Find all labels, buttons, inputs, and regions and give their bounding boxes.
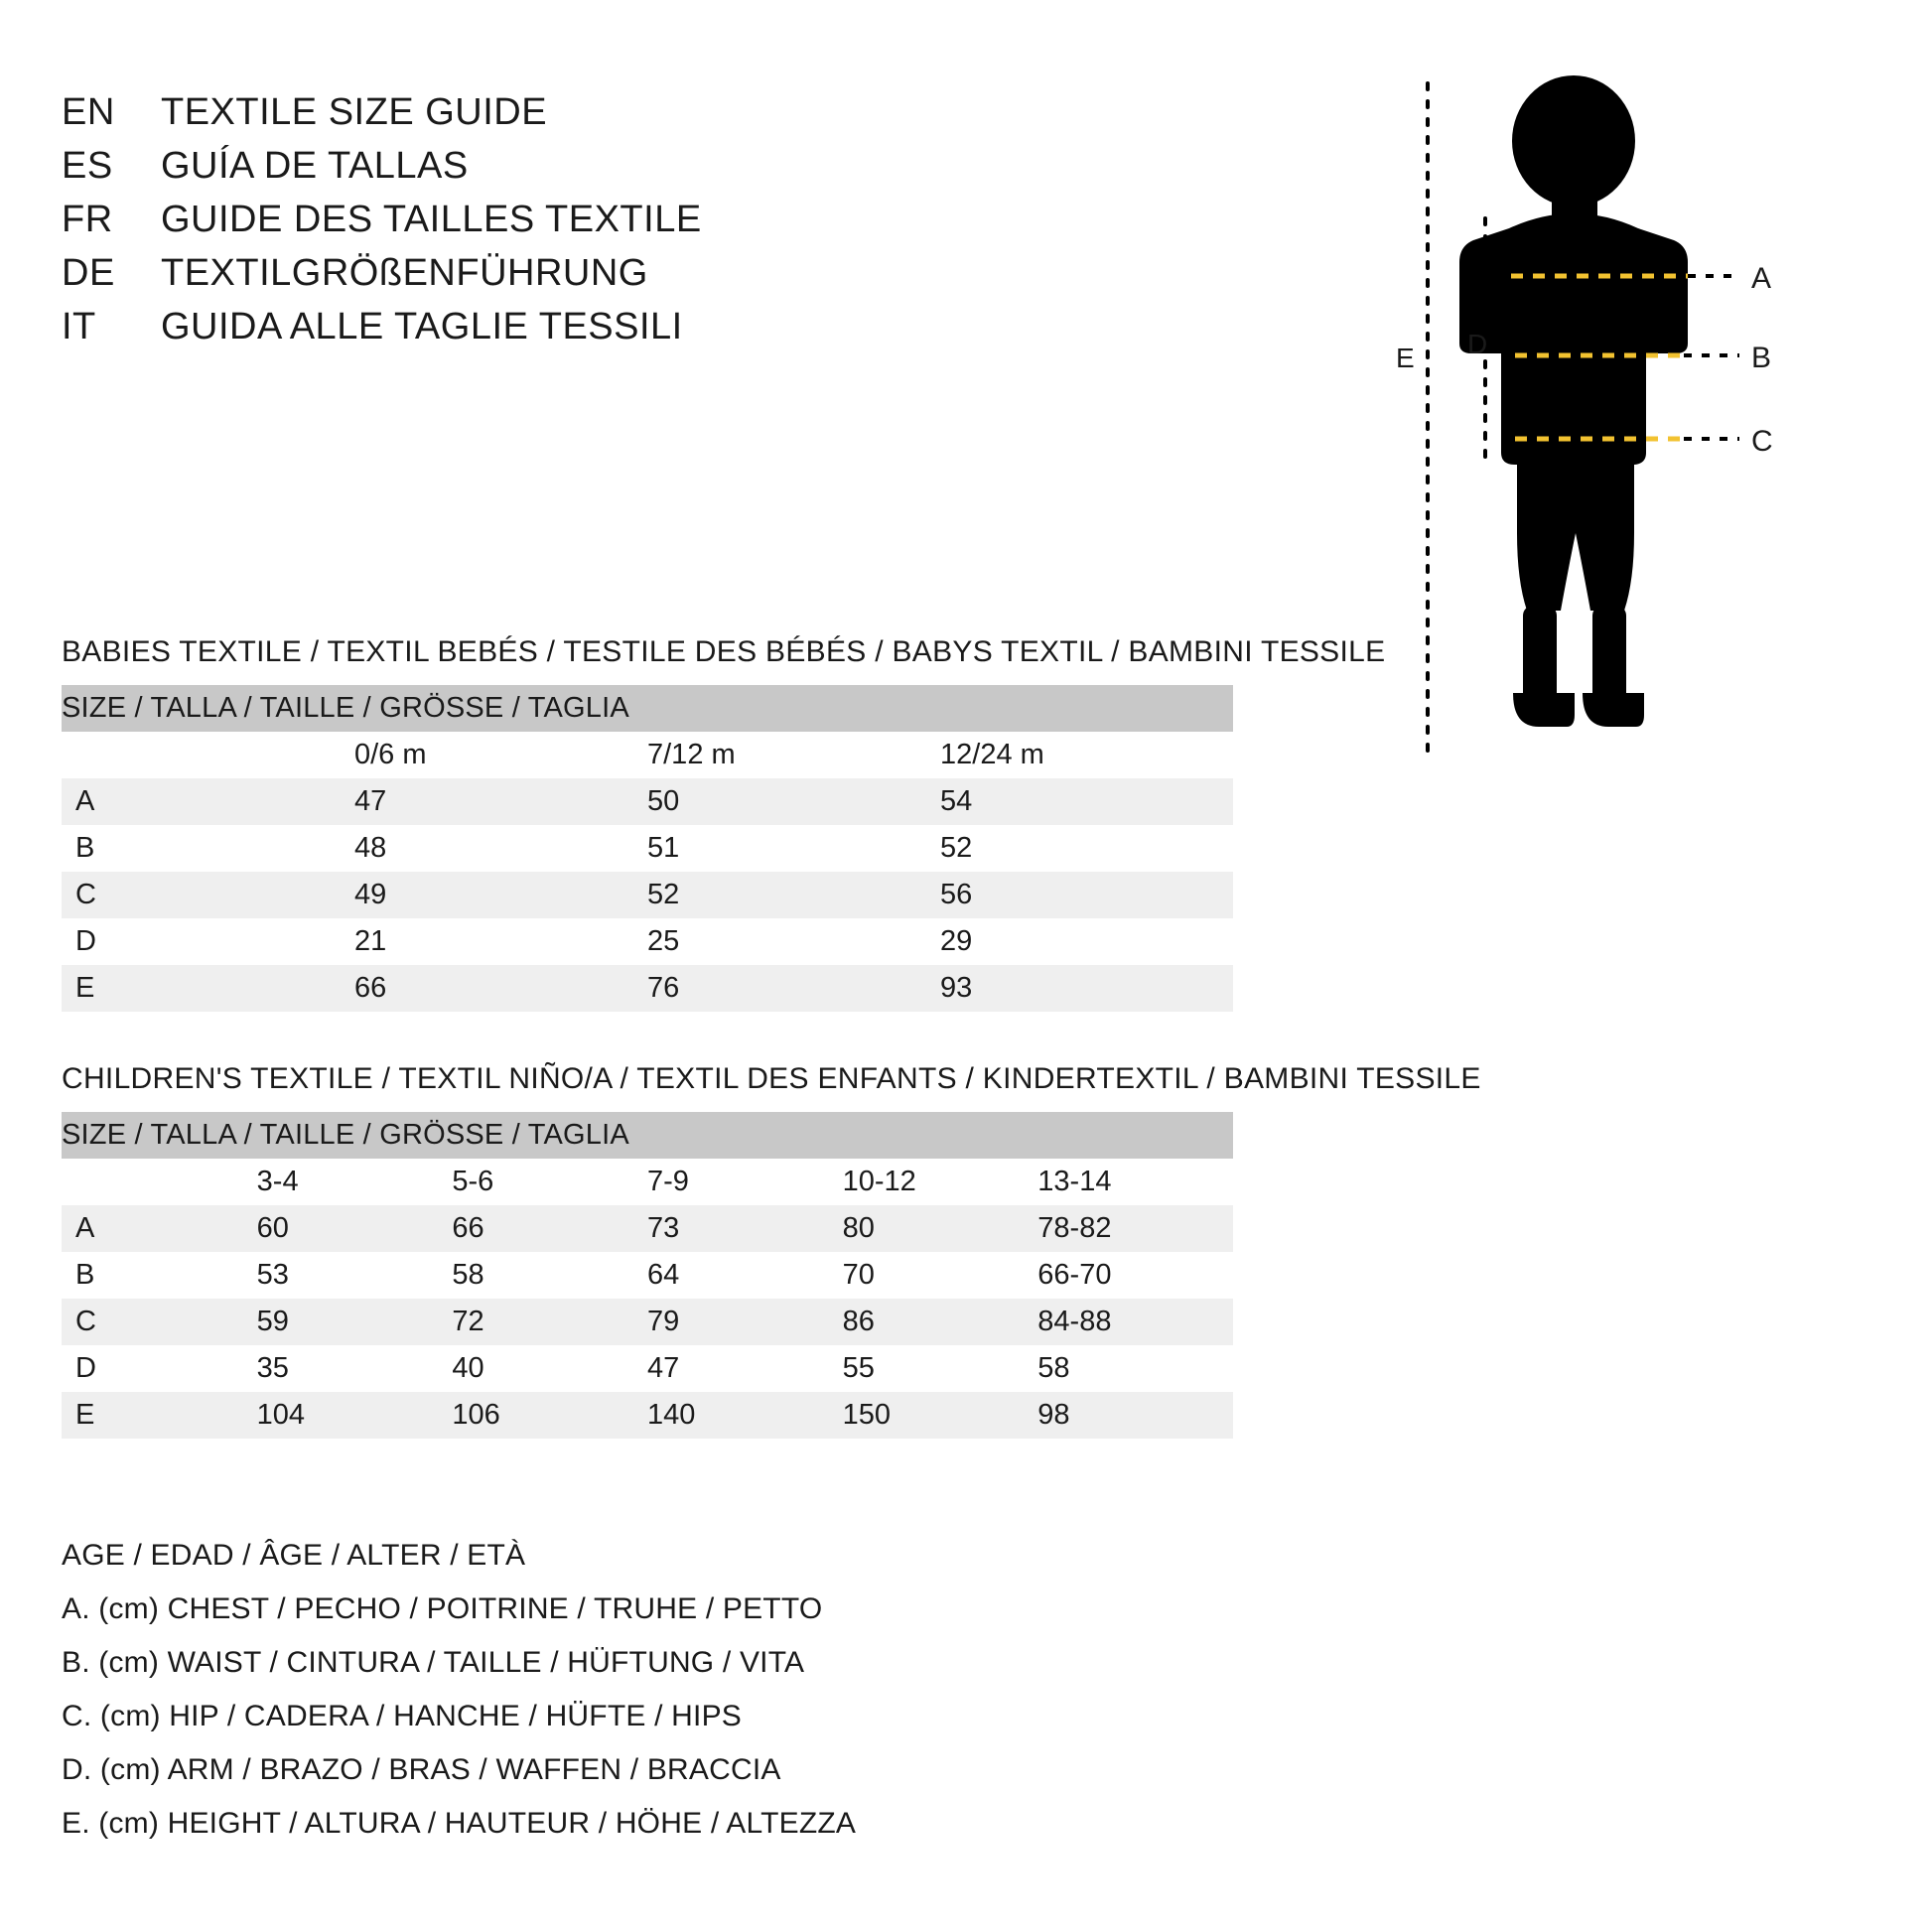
row-label: A [62,1205,257,1252]
babies-section-title: BABIES TEXTILE / TEXTIL BEBÉS / TESTILE DES BÉBÉS / BABYS TEXTIL / BAMBINI TESSILE [62,635,1386,668]
marker-label-e: E [1396,343,1415,373]
column-header: 5-6 [452,1159,647,1205]
cell-value: 48 [354,825,647,872]
language-row [62,199,1054,252]
language-code: IT [62,306,96,347]
cell-value: 49 [354,872,647,918]
table-header-band [62,685,1233,732]
table-row [62,872,1233,918]
table-row [62,778,1233,825]
cell-value: 52 [647,872,940,918]
measurement-legend [62,1529,1352,1851]
column-header: 7/12 m [647,732,940,778]
cell-value: 47 [647,1345,843,1392]
table-row [62,1299,1233,1345]
cell-value: 78-82 [1037,1205,1233,1252]
table-row [62,1205,1233,1252]
cell-value: 93 [940,965,1233,1012]
cell-value: 66 [452,1205,647,1252]
cell-value: 52 [940,825,1233,872]
cell-value: 58 [1037,1345,1233,1392]
cell-value: 66 [354,965,647,1012]
table-row [62,825,1233,872]
cell-value: 54 [940,778,1233,825]
row-label: C [62,872,354,918]
row-label: E [62,965,354,1012]
language-row [62,91,1054,145]
row-label: D [62,1345,257,1392]
marker-label-a: A [1751,262,1772,295]
row-label: B [62,825,354,872]
cell-value: 86 [843,1299,1038,1345]
children-band-label: SIZE / TALLA / TAILLE / GRÖSSE / TAGLIA [62,1112,1233,1159]
cell-value: 55 [843,1345,1038,1392]
cell-value: 70 [843,1252,1038,1299]
marker-label-d: D [1467,329,1488,359]
row-label: C [62,1299,257,1345]
corner-cell [62,732,354,778]
cell-value: 73 [647,1205,843,1252]
cell-value: 29 [940,918,1233,965]
cell-value: 53 [257,1252,453,1299]
legend-item: AGE / EDAD / ÂGE / ALTER / ETÀ [62,1539,526,1572]
babies-size-table [62,685,1233,1012]
corner-cell [62,1159,257,1205]
cell-value: 79 [647,1299,843,1345]
cell-value: 106 [452,1392,647,1439]
cell-value: 51 [647,825,940,872]
language-title: TEXTILE SIZE GUIDE [161,91,548,133]
cell-value: 25 [647,918,940,965]
marker-label-c: C [1751,425,1773,458]
table-header-band [62,1112,1233,1159]
language-title: TEXTILGRÖßENFÜHRUNG [161,252,648,294]
cell-value: 84-88 [1037,1299,1233,1345]
babies-band-label: SIZE / TALLA / TAILLE / GRÖSSE / TAGLIA [62,685,1233,732]
marker-label-b: B [1751,342,1772,374]
language-title: GUIDA ALLE TAGLIE TESSILI [161,306,683,347]
children-section-title: CHILDREN'S TEXTILE / TEXTIL NIÑO/A / TEXTIL DES ENFANTS / KINDERTEXTIL / BAMBINI TESSILE [62,1062,1481,1095]
table-row [62,918,1233,965]
cell-value: 60 [257,1205,453,1252]
column-header: 10-12 [843,1159,1038,1205]
language-row [62,252,1054,306]
cell-value: 21 [354,918,647,965]
table-row [62,1345,1233,1392]
table-row [62,1392,1233,1439]
babies-section [62,635,1481,1012]
cell-value: 76 [647,965,940,1012]
legend-item-waist: B. (cm) WAIST / CINTURA / TAILLE / HÜFTUNG / VITA [62,1646,805,1679]
table-column-row [62,732,1233,778]
column-header: 7-9 [647,1159,843,1205]
legend-item-chest: A. (cm) CHEST / PECHO / POITRINE / TRUHE / PETTO [62,1592,823,1625]
language-code: DE [62,252,115,294]
cell-value: 40 [452,1345,647,1392]
cell-value: 64 [647,1252,843,1299]
legend-item-height: E. (cm) HEIGHT / ALTURA / HAUTEUR / HÖHE / ALTEZZA [62,1807,857,1840]
language-code: EN [62,91,115,133]
table-row [62,965,1233,1012]
children-section [62,1062,1481,1439]
cell-value: 98 [1037,1392,1233,1439]
row-label: E [62,1392,257,1439]
cell-value: 56 [940,872,1233,918]
children-size-table [62,1112,1233,1439]
language-title: GUÍA DE TALLAS [161,145,469,187]
cell-value: 72 [452,1299,647,1345]
silhouette-shape [1459,75,1688,727]
cell-value: 140 [647,1392,843,1439]
language-row [62,306,1054,359]
language-header-block [62,91,1054,359]
cell-value: 66-70 [1037,1252,1233,1299]
language-code: ES [62,145,113,187]
language-code: FR [62,199,113,240]
table-column-row [62,1159,1233,1205]
cell-value: 50 [647,778,940,825]
column-header: 0/6 m [354,732,647,778]
language-title: GUIDE DES TAILLES TEXTILE [161,199,702,240]
row-label: A [62,778,354,825]
cell-value: 58 [452,1252,647,1299]
cell-value: 47 [354,778,647,825]
cell-value: 150 [843,1392,1038,1439]
legend-item-arm: D. (cm) ARM / BRAZO / BRAS / WAFFEN / BRACCIA [62,1753,781,1786]
column-header: 12/24 m [940,732,1233,778]
table-row [62,1252,1233,1299]
cell-value: 59 [257,1299,453,1345]
column-header: 13-14 [1037,1159,1233,1205]
language-row [62,145,1054,199]
row-label: B [62,1252,257,1299]
legend-item-hip: C. (cm) HIP / CADERA / HANCHE / HÜFTE / HIPS [62,1700,742,1732]
cell-value: 35 [257,1345,453,1392]
column-header: 3-4 [257,1159,453,1205]
row-label: D [62,918,354,965]
cell-value: 80 [843,1205,1038,1252]
cell-value: 104 [257,1392,453,1439]
